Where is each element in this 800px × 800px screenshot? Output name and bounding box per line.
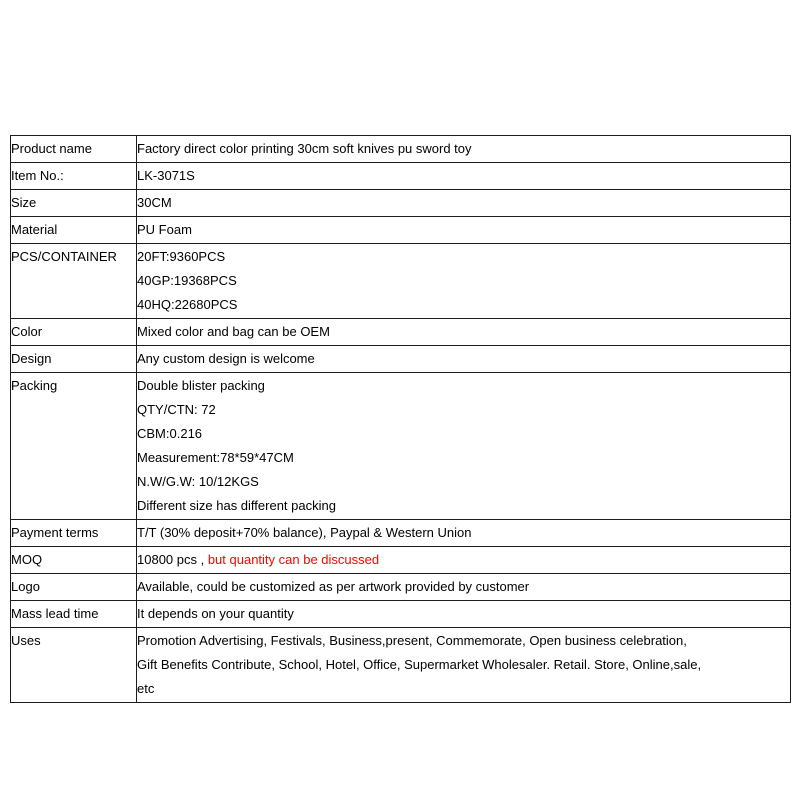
table-row-product-name	[11, 136, 791, 163]
row-value-text: CBM:0.216	[137, 426, 203, 441]
row-value-logo	[137, 574, 791, 601]
row-value-text	[137, 548, 790, 572]
row-value-text: Mixed color and bag can be OEM	[137, 324, 330, 339]
table-row-color	[11, 319, 791, 346]
row-value-text: QTY/CTN: 72	[137, 402, 216, 417]
row-label-material	[11, 217, 137, 244]
table-row-mass-lead-time	[11, 601, 791, 628]
row-value-packing	[137, 373, 791, 520]
row-value-text: 30CM	[137, 195, 172, 210]
moq-quantity-text: 10800 pcs ,	[137, 552, 208, 567]
product-spec-table	[10, 135, 791, 703]
row-label-text: Payment terms	[11, 525, 99, 540]
row-label-product-name	[11, 136, 137, 163]
table-row-pcs-container	[11, 244, 791, 319]
table-row-item-no	[11, 163, 791, 190]
row-value-text: 40GP:19368PCS	[137, 273, 237, 288]
row-value-payment-terms	[137, 520, 791, 547]
row-value-text: PU Foam	[137, 222, 192, 237]
row-label-logo	[11, 574, 137, 601]
table-row-material	[11, 217, 791, 244]
row-value-text: T/T (30% deposit+70% balance), Paypal & Western Union	[137, 525, 472, 540]
row-value-design	[137, 346, 791, 373]
row-value-color	[137, 319, 791, 346]
row-label-text: Uses	[11, 633, 41, 648]
row-value-material	[137, 217, 791, 244]
row-value-text: Factory direct color printing 30cm soft knives pu sword toy	[137, 141, 472, 156]
row-value-text: Available, could be customized as per artwork provided by customer	[137, 579, 530, 594]
row-label-size	[11, 190, 137, 217]
row-label-text: Design	[11, 351, 52, 366]
row-label-color	[11, 319, 137, 346]
row-value-text: Gift Benefits Contribute, School, Hotel, Office, Supermarket Wholesaler. Retail. Store, Online,sale,	[137, 657, 702, 672]
moq-discuss-note: but quantity can be discussed	[207, 552, 380, 567]
row-label-text: Product name	[11, 141, 92, 156]
row-label-mass-lead-time	[11, 601, 137, 628]
row-value-text: LK-3071S	[137, 168, 195, 183]
row-value-text: Measurement:78*59*47CM	[137, 450, 294, 465]
row-label-text: PCS/CONTAINER	[11, 249, 117, 264]
row-label-uses	[11, 628, 137, 703]
row-value-text: Promotion Advertising, Festivals, Business,present, Commemorate, Open business celebration,	[137, 633, 687, 648]
row-value-text: Different size has different packing	[137, 498, 336, 513]
row-label-design	[11, 346, 137, 373]
row-label-packing	[11, 373, 137, 520]
table-row-uses	[11, 628, 791, 703]
row-value-mass-lead-time	[137, 601, 791, 628]
row-value-pcs-container	[137, 244, 791, 319]
row-value-text: 20FT:9360PCS	[137, 249, 226, 264]
row-value-text: Double blister packing	[137, 378, 265, 393]
row-label-text: Color	[11, 324, 43, 339]
row-label-item-no	[11, 163, 137, 190]
row-label-text: Item No.:	[11, 168, 64, 183]
row-value-item-no	[137, 163, 791, 190]
row-value-text: It depends on your quantity	[137, 606, 294, 621]
row-value-text: etc	[137, 681, 155, 696]
table-row-size	[11, 190, 791, 217]
table-row-payment-terms	[11, 520, 791, 547]
row-value-size	[137, 190, 791, 217]
row-label-text: Logo	[11, 579, 40, 594]
row-label-text: MOQ	[11, 552, 43, 567]
row-label-text: Size	[11, 195, 37, 210]
row-value-product-name	[137, 136, 791, 163]
row-label-payment-terms	[11, 520, 137, 547]
row-label-text: Mass lead time	[11, 606, 99, 621]
row-value-text: 40HQ:22680PCS	[137, 297, 238, 312]
row-label-text: Material	[11, 222, 58, 237]
row-value-moq	[137, 547, 791, 574]
row-value-uses	[137, 628, 791, 703]
row-label-text: Packing	[11, 378, 58, 393]
row-label-moq	[11, 547, 137, 574]
table-row-logo	[11, 574, 791, 601]
table-row-packing	[11, 373, 791, 520]
table-row-design	[11, 346, 791, 373]
table-row-moq	[11, 547, 791, 574]
row-value-text: N.W/G.W: 10/12KGS	[137, 474, 259, 489]
row-value-text: Any custom design is welcome	[137, 351, 315, 366]
row-label-pcs-container	[11, 244, 137, 319]
